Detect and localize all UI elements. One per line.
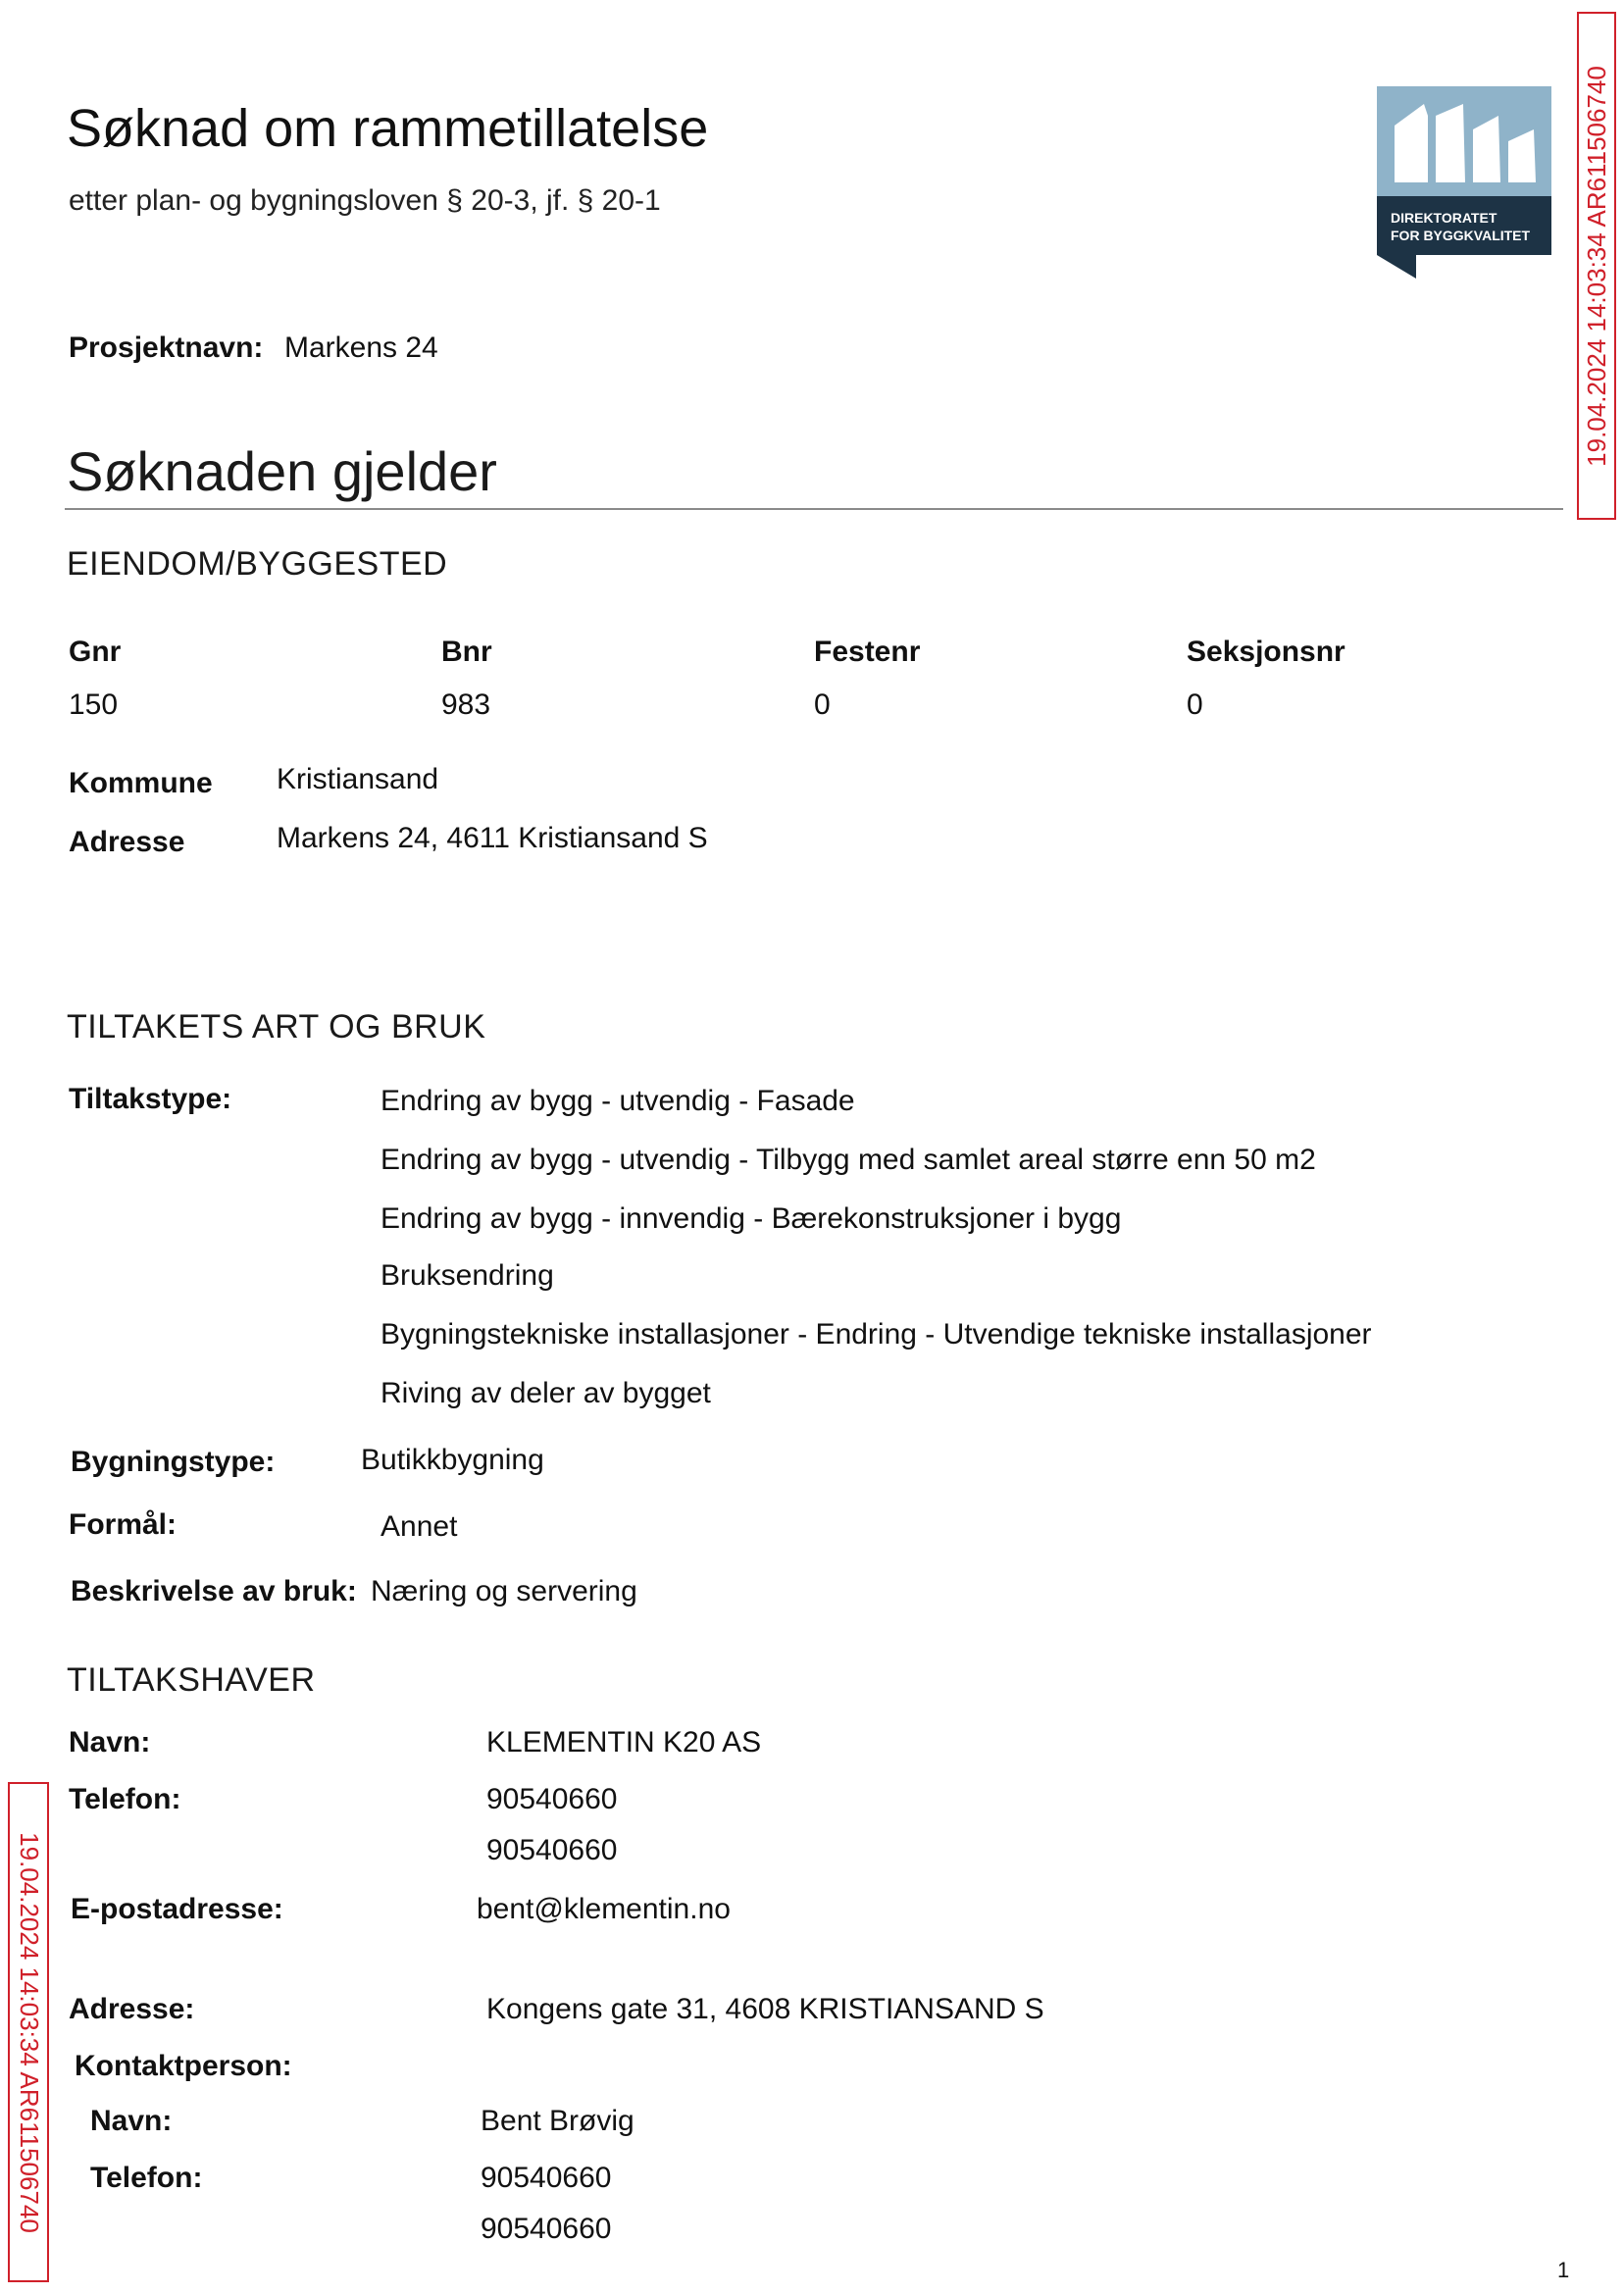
adresse-label: Adresse — [69, 826, 185, 858]
archive-stamp-left-text: 19.04.2024 14:03:34 AR611506740 — [14, 1831, 44, 2233]
formal-label: Formål: — [69, 1508, 178, 1541]
tiltakshaver-epost-value: bent@klementin.no — [477, 1893, 731, 1925]
festenr-label: Festenr — [814, 636, 921, 668]
property-heading: EIENDOM/BYGGESTED — [67, 545, 448, 583]
dibk-logo — [1377, 86, 1551, 279]
logo-text-line1: DIREKTORATET — [1391, 210, 1497, 226]
bygningstype-label: Bygningstype: — [71, 1446, 276, 1478]
beskrivelse-value: Næring og servering — [371, 1575, 637, 1607]
kontaktperson-navn-value: Bent Brøvig — [481, 2105, 634, 2137]
beskrivelse-label: Beskrivelse av bruk: — [71, 1575, 357, 1607]
logo-text-line2: FOR BYGGKVALITET — [1391, 228, 1531, 243]
archive-stamp-top — [1577, 12, 1616, 520]
adresse-value: Markens 24, 4611 Kristiansand S — [277, 822, 708, 854]
festenr-value: 0 — [814, 688, 831, 721]
document-title: Søknad om rammetillatelse — [67, 99, 709, 158]
archive-stamp-top-text: 19.04.2024 14:03:34 AR611506740 — [1581, 65, 1611, 467]
tiltakshaver-epost-label: E-postadresse: — [71, 1893, 283, 1925]
kommune-label: Kommune — [69, 767, 213, 799]
project-label: Prosjektnavn: — [69, 331, 264, 364]
gnr-value: 150 — [69, 688, 119, 721]
seksjonsnr-value: 0 — [1187, 688, 1203, 721]
seksjonsnr-label: Seksjonsnr — [1187, 636, 1345, 668]
tiltakshaver-adresse-label: Adresse: — [69, 1993, 195, 2025]
page-number: 1 — [1557, 2258, 1570, 2282]
tiltakstype-item: Endring av bygg - utvendig - Tilbygg med samlet areal større enn 50 m2 — [381, 1144, 1316, 1176]
gnr-label: Gnr — [69, 636, 122, 668]
archive-stamp-left — [8, 1782, 49, 2282]
tiltakstype-item: Endring av bygg - utvendig - Fasade — [381, 1085, 855, 1117]
tiltakshaver-telefon-value: 90540660 — [486, 1783, 618, 1815]
document-subtitle: etter plan- og bygningsloven § 20-3, jf. § 20-1 — [69, 184, 661, 217]
tiltakstype-item: Riving av deler av bygget — [381, 1377, 711, 1409]
kommune-value: Kristiansand — [277, 763, 439, 795]
kontaktperson-telefon-label: Telefon: — [90, 2162, 203, 2194]
kontaktperson-telefon-value: 90540660 — [481, 2213, 612, 2245]
tiltakshaver-navn-label: Navn: — [69, 1726, 151, 1759]
bygningstype-value: Butikkbygning — [361, 1444, 544, 1476]
section-divider — [65, 508, 1563, 510]
tiltakstype-item: Bygningstekniske installasjoner - Endring - Utvendige tekniske installasjoner — [381, 1318, 1372, 1351]
tiltakstype-item: Bruksendring — [381, 1259, 554, 1292]
bnr-label: Bnr — [441, 636, 492, 668]
tiltakstype-item: Endring av bygg - innvendig - Bærekonstruksjoner i bygg — [381, 1202, 1122, 1235]
formal-value: Annet — [381, 1510, 458, 1543]
section-heading: Søknaden gjelder — [67, 440, 497, 502]
tiltakstype-label: Tiltakstype: — [69, 1083, 232, 1115]
kontaktperson-telefon-value: 90540660 — [481, 2162, 612, 2194]
dibk-logo-icon — [1377, 86, 1551, 279]
bnr-value: 983 — [441, 688, 491, 721]
tiltakshaver-adresse-value: Kongens gate 31, 4608 KRISTIANSAND S — [486, 1993, 1044, 2025]
tiltakshaver-heading: TILTAKSHAVER — [67, 1661, 316, 1699]
tiltakshaver-telefon-value: 90540660 — [486, 1834, 618, 1866]
kontaktperson-navn-label: Navn: — [90, 2105, 173, 2137]
project-value: Markens 24 — [284, 331, 438, 364]
tiltakshaver-navn-value: KLEMENTIN K20 AS — [486, 1726, 762, 1759]
kontaktperson-label: Kontaktperson: — [75, 2050, 292, 2082]
tiltakshaver-telefon-label: Telefon: — [69, 1783, 181, 1815]
tiltak-heading: TILTAKETS ART OG BRUK — [67, 1008, 486, 1045]
